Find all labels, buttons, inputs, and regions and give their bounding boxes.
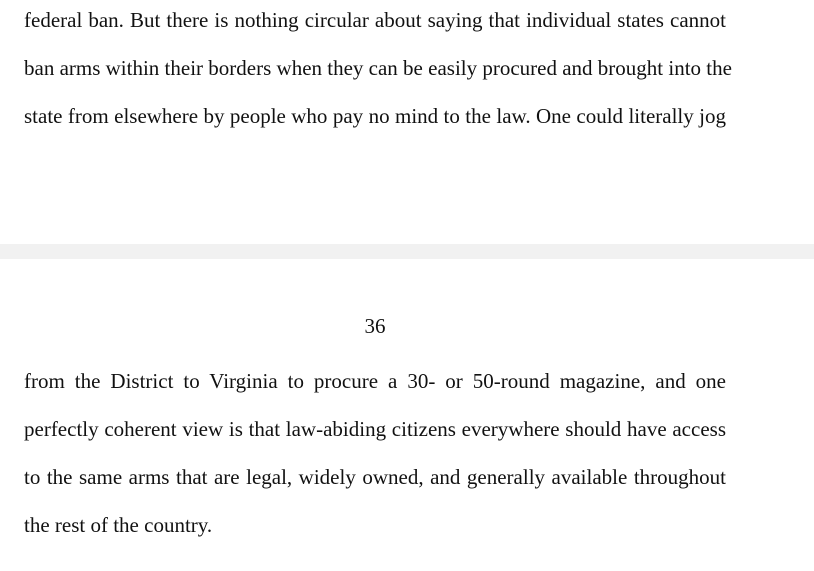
body-text-line: ban arms within their borders when they can be easily procured and brought into the [24,56,732,80]
body-text-line: perfectly coherent view is that law-abiding citizens everywhere should have access [24,417,726,441]
document-page-upper [0,0,814,244]
page-separator [0,244,814,259]
body-text-line-last: the rest of the country. [24,513,213,537]
document-page-lower [0,259,814,571]
body-text-line: from the District to Virginia to procure a 30- or 50-round magazine, and one [24,369,726,393]
body-text-line: to the same arms that are legal, widely owned, and generally available throughout [24,465,726,489]
body-text-line: federal ban. But there is nothing circular about saying that individual states cannot [24,8,726,32]
body-text-line: state from elsewhere by people who pay no mind to the law. One could literally jog [24,104,726,128]
page-number: 36 [364,314,386,338]
